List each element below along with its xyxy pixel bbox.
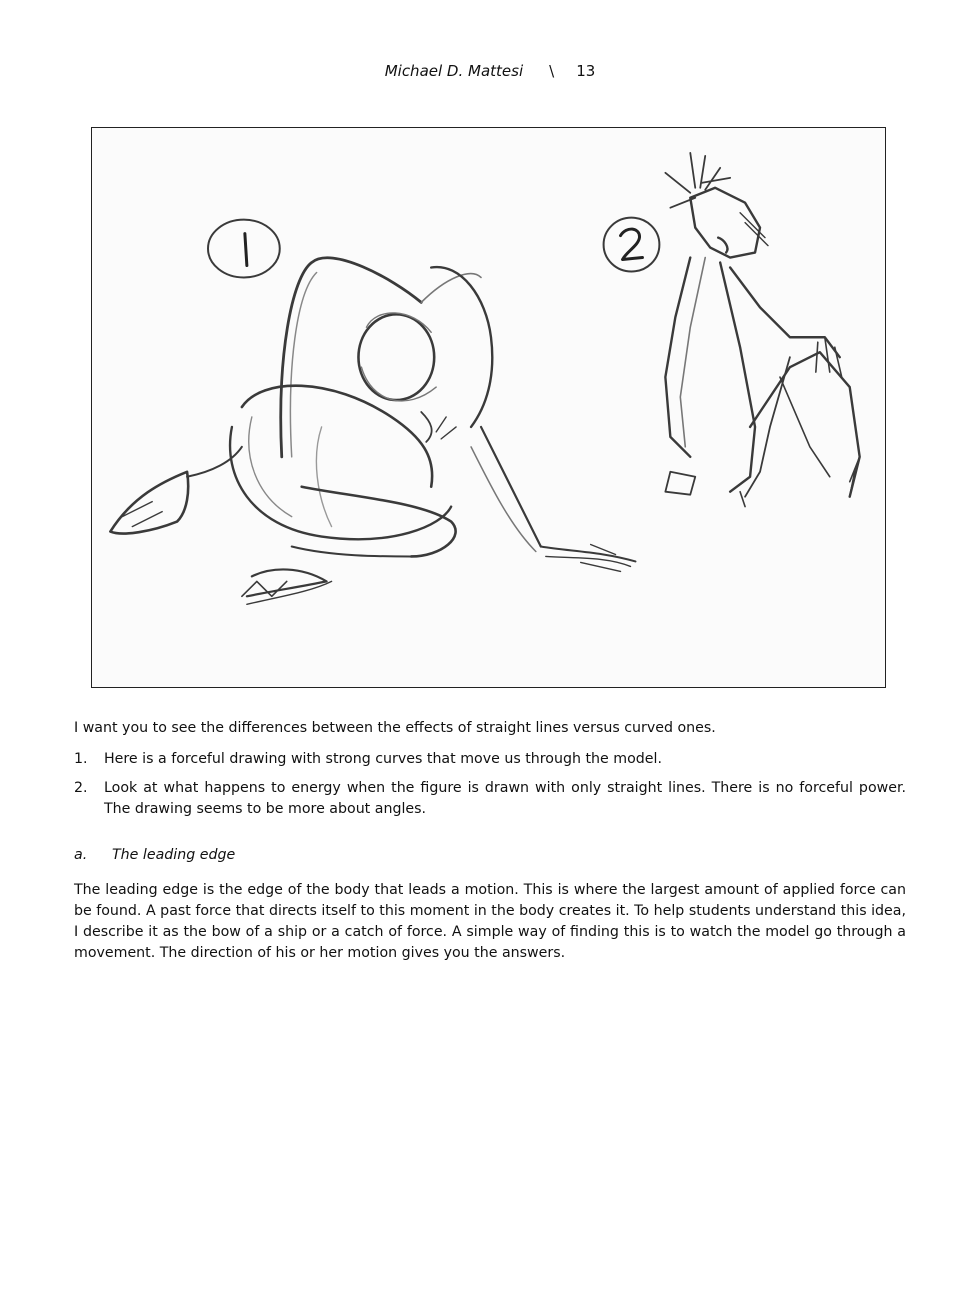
list-item: [74, 749, 906, 770]
list-text: Look at what happens to energy when the figure is drawn with only straight lines. There is no forceful power. The drawing seems to be more about angles.: [104, 780, 906, 817]
label-circle-1: [208, 220, 280, 278]
numbered-list: [74, 749, 906, 828]
list-text: Here is a forceful drawing with strong curves that move us through the model.: [104, 751, 662, 767]
subheading-letter: a.: [74, 847, 88, 863]
list-number: 2.: [74, 780, 88, 796]
running-header: [0, 62, 980, 80]
gesture-drawings-illustration: [92, 128, 885, 687]
list-number: 1.: [74, 751, 88, 767]
section-subheading: [74, 847, 235, 863]
subheading-title: The leading edge: [112, 847, 236, 863]
straight-figure-sketch: [665, 153, 859, 507]
header-separator: \: [549, 62, 555, 80]
intro-paragraph: I want you to see the differences between the effects of straight lines versus curved ones.: [74, 720, 716, 736]
label-2-glyph: [621, 229, 643, 259]
figure-sketches: [91, 127, 886, 688]
author-name: Michael D. Mattesi: [384, 62, 524, 80]
list-item: [74, 778, 906, 820]
page-number: 13: [576, 62, 596, 80]
body-paragraph: The leading edge is the edge of the body that leads a motion. This is where the largest amount of applied force can be found. A past force that directs itself to this moment in the body creates it. To help students understand this idea, I describe it as the bow of a ship or a catch of force. A simple way of finding this is to watch the model go through a movement. The direction of his or her motion gives you the answers.: [74, 882, 906, 961]
curved-figure-sketch: [110, 258, 635, 605]
label-circle-2: [604, 218, 660, 272]
label-1-glyph: [245, 234, 247, 266]
